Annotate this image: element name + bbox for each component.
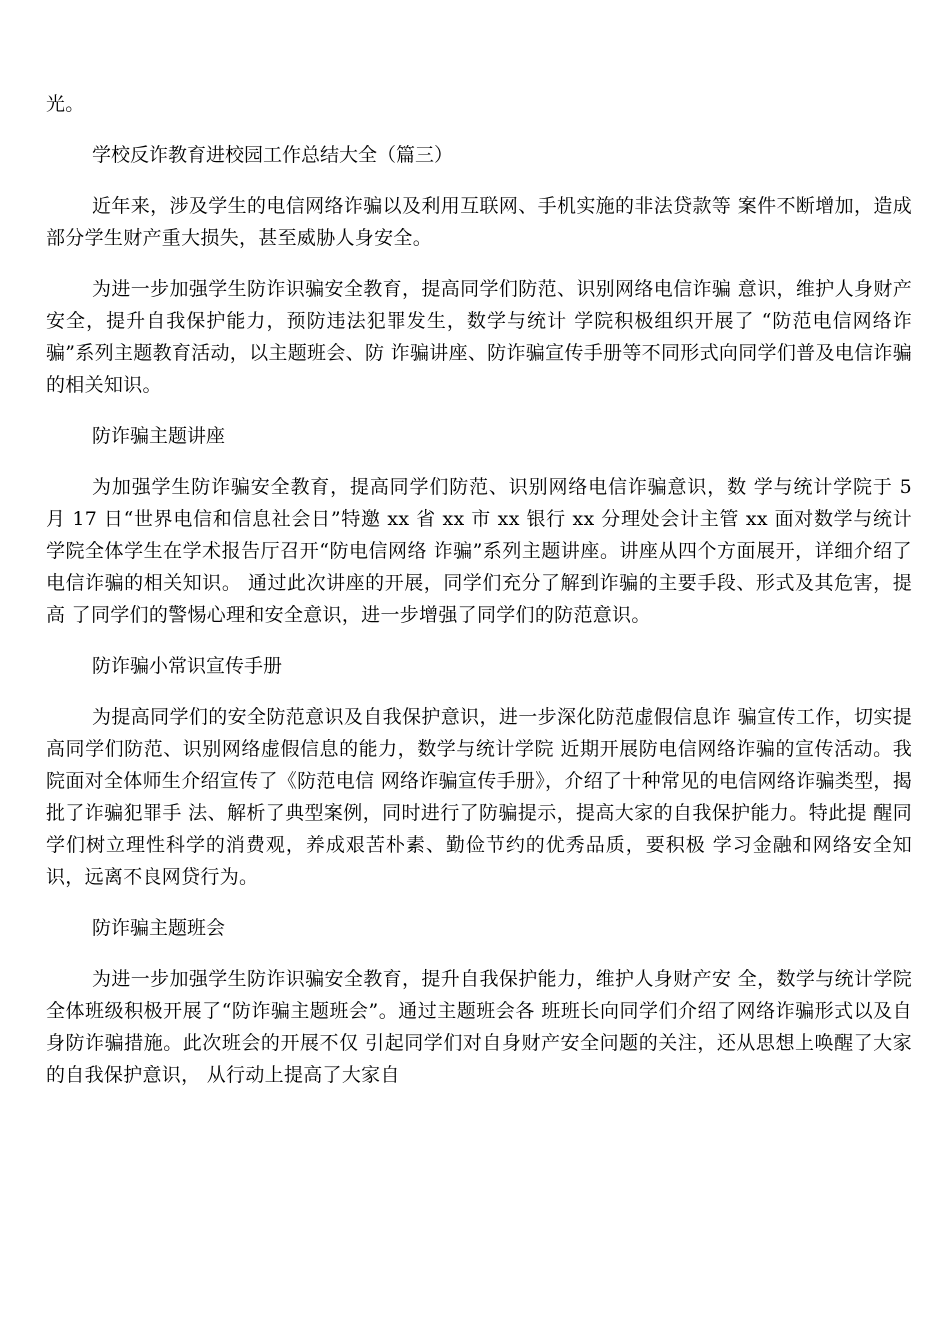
paragraph-intro: 近年来，涉及学生的电信网络诈骗以及利用互联网、手机实施的非法贷款等 案件不断增加，造成部分学生财产重大损失，甚至威胁人身安全。 xyxy=(46,195,912,249)
section-heading-article-title: 学校反诈教育进校园工作总结大全（篇三） xyxy=(92,144,454,166)
section-heading-class-meeting: 防诈骗主题班会 xyxy=(92,917,226,939)
section-heading-handbook: 防诈骗小常识宣传手册 xyxy=(92,655,283,677)
paragraph-continued-ending: 光。 xyxy=(46,93,85,115)
paragraph-activity-overview: 为进一步加强学生防诈识骗安全教育，提高同学们防范、识别网络电信诈骗 意识，维护人身财产安全，提升自我保护能力，预防违法犯罪发生，数学与统计 学院积极组织开展了 “防范电信网络诈骗”系列主题教育活动，以主题班会、防 诈骗讲座、防诈骗宣传手册等不同形式向同学们普及电信诈骗的相关知识。 xyxy=(46,278,912,396)
paragraph-class-meeting: 为进一步加强学生防诈识骗安全教育，提升自我保护能力，维护人身财产安 全，数学与统计学院全体班级积极开展了“防诈骗主题班会”。通过主题班会各 班班长向同学们介绍了网络诈骗形式以及自身防诈骗措施。此次班会的开展不仅 引起同学们对自身财产安全问题的关注，还从思想上唤醒了大家的自我保护意识， 从行动上提高了大家自 xyxy=(46,968,912,1086)
document-page xyxy=(46,88,912,1110)
paragraph-handbook: 为提高同学们的安全防范意识及自我保护意识，进一步深化防范虚假信息诈 骗宣传工作，切实提高同学们防范、识别网络虚假信息的能力，数学与统计学院 近期开展防电信网络诈骗的宣传活动。我院面对全体师生介绍宣传了《防范电信 网络诈骗宣传手册》，介绍了十种常见的电信网络诈骗类型，揭批了诈骗犯罪手 法、解析了典型案例，同时进行了防骗提示，提高大家的自我保护能力。特此提 醒同学们树立理性科学的消费观，养成艰苦朴素、勤俭节约的优秀品质，要积极 学习金融和网络安全知识，远离不良网贷行为。 xyxy=(46,706,912,888)
section-heading-lecture: 防诈骗主题讲座 xyxy=(92,425,226,447)
paragraph-lecture: 为加强学生防诈骗安全教育，提高同学们防范、识别网络电信诈骗意识，数 学与统计学院于 5 月 17 日“世界电信和信息社会日”特邀 xx 省 xx 市 xx 银行 xx 分理处会计主管 xx 面对数学与统计学院全体学生在学术报告厅召开“防电信网络 诈骗”系列主题讲座。讲座从四个方面展开，详细介绍了电信诈骗的相关知识。 通过此次讲座的开展，同学们充分了解到诈骗的主要手段、形式及其危害，提高 了同学们的警惕心理和安全意识，进一步增强了同学们的防范意识。 xyxy=(46,476,912,626)
